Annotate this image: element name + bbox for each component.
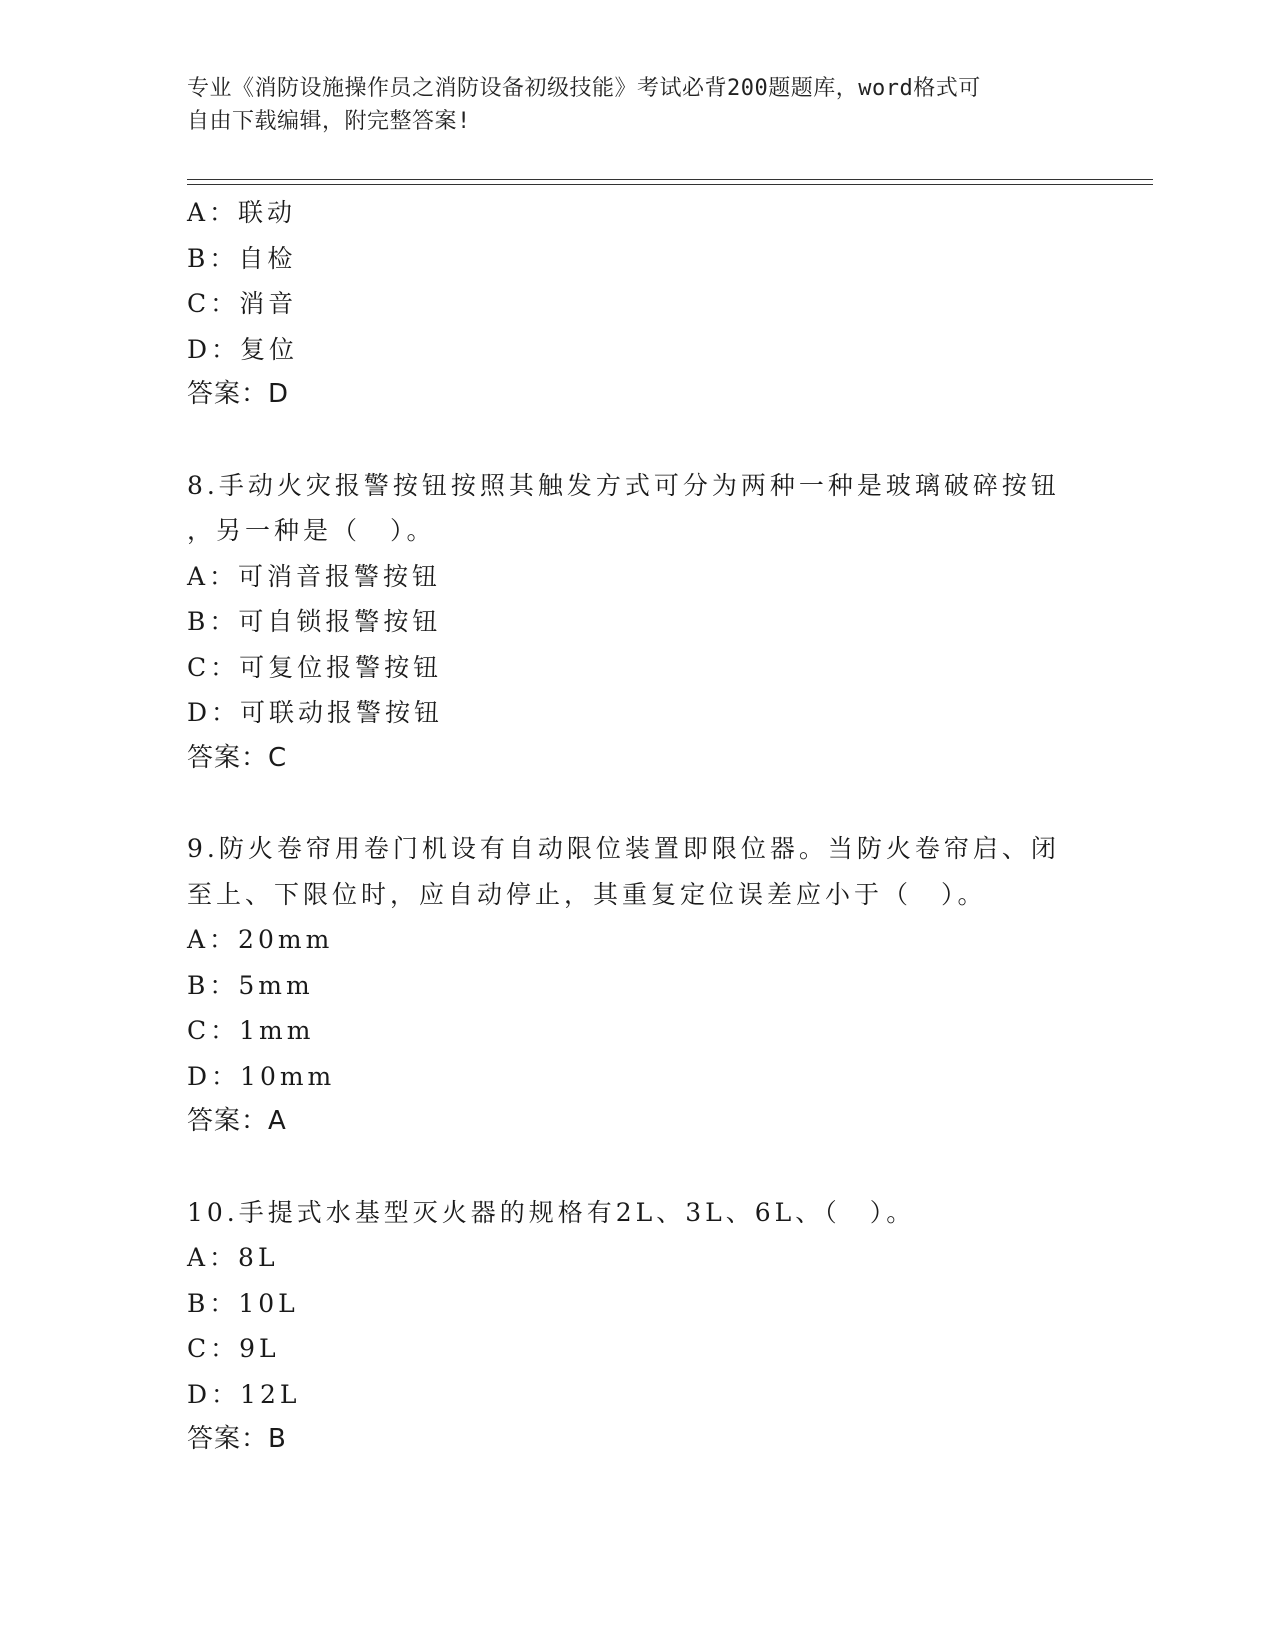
question-stem-line-1: 9.防火卷帘用卷门机设有自动限位装置即限位器。当防火卷帘启、闭 — [187, 834, 1060, 863]
answer-line: 答案：D — [187, 379, 290, 409]
option-d: D：12L — [187, 1379, 301, 1409]
question-list — [187, 190, 1087, 1463]
option-c: C：消音 — [187, 289, 298, 318]
question-10 — [187, 1190, 1087, 1463]
question-stem-line-1: 10.手提式水基型灭火器的规格有2L、3L、6L、（ ）。 — [187, 1197, 916, 1227]
header-rule-bottom — [187, 184, 1153, 185]
option-c: C：可复位报警按钮 — [187, 652, 443, 682]
option-d: D：复位 — [187, 334, 299, 364]
question-stem-line-2: 至上、下限位时，应自动停止，其重复定位误差应小于（ ）。 — [187, 879, 987, 909]
header-line-2: 自由下载编辑，附完整答案! — [187, 109, 471, 134]
option-a: A：可消音报警按钮 — [187, 561, 442, 591]
option-a: A：20mm — [187, 925, 334, 954]
spacer — [187, 1145, 1087, 1190]
option-a: A：8L — [187, 1243, 279, 1272]
option-d: D：10mm — [187, 1061, 336, 1091]
option-b: B：10L — [187, 1288, 299, 1318]
answer-line: 答案：B — [187, 1424, 287, 1454]
option-a: A：联动 — [187, 198, 297, 227]
option-c: C：9L — [187, 1334, 280, 1363]
question-9 — [187, 826, 1087, 1145]
question-stem-line-1: 8.手动火灾报警按钮按照其触发方式可分为两种一种是玻璃破碎按钮 — [187, 470, 1060, 500]
question-stem-line-2: ，另一种是（ ）。 — [187, 516, 436, 545]
header-rule-top — [187, 179, 1153, 180]
option-b: B：5mm — [187, 970, 314, 1000]
question-7 — [187, 190, 1087, 418]
spacer — [187, 418, 1087, 463]
answer-line: 答案：A — [187, 1106, 287, 1136]
option-b: B：可自锁报警按钮 — [187, 607, 442, 636]
answer-line: 答案：C — [187, 742, 288, 773]
option-b: B：自检 — [187, 243, 297, 273]
document-header — [187, 72, 1087, 138]
spacer — [187, 781, 1087, 826]
option-c: C：1mm — [187, 1016, 315, 1045]
question-8 — [187, 463, 1087, 782]
header-line-1: 专业《消防设施操作员之消防设备初级技能》考试必背200题题库，word格式可 — [187, 76, 981, 101]
option-d: D：可联动报警按钮 — [187, 698, 444, 727]
